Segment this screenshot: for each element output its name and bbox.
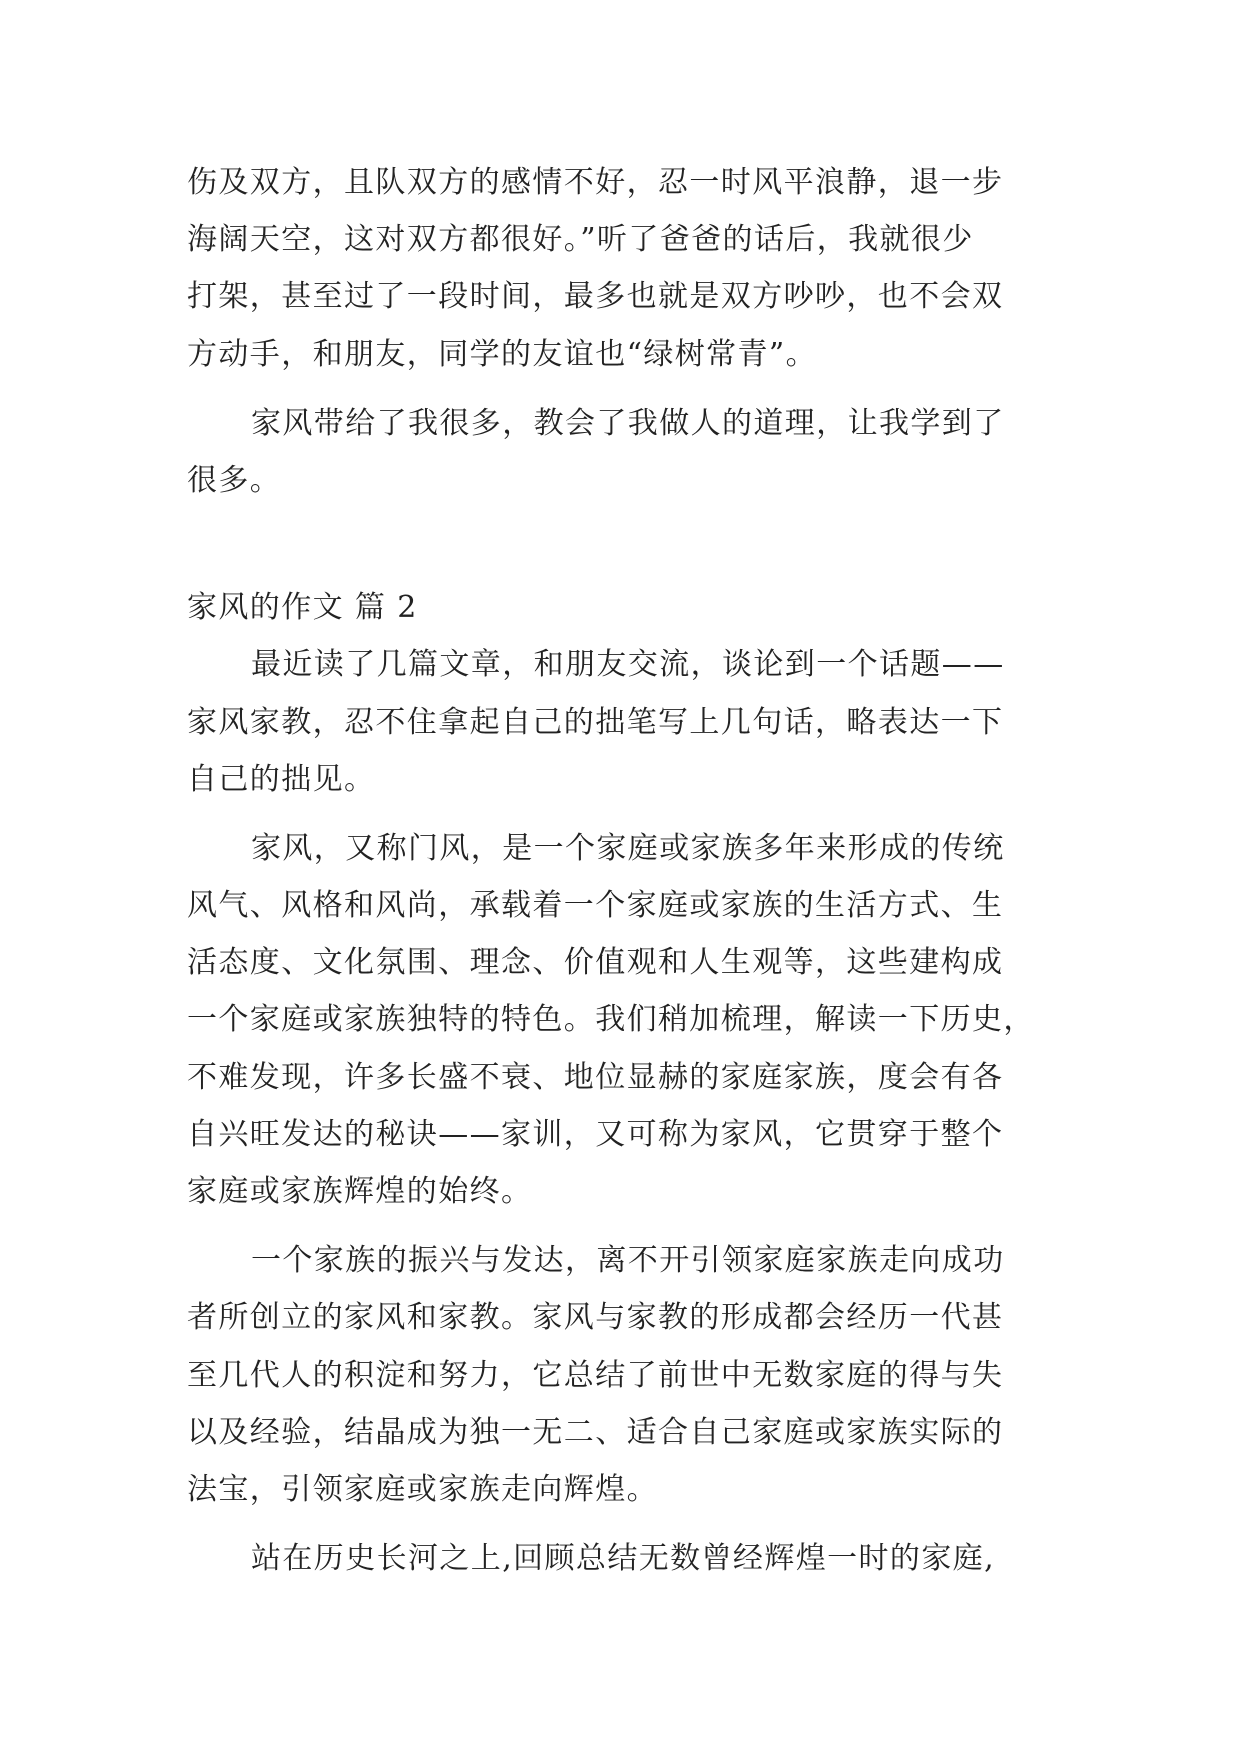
text-line: 风气、风格和风尚，承载着一个家庭或家族的生活方式、生 <box>187 888 1004 924</box>
text-line: 家风家教，忍不住拿起自己的拙笔写上几句话，略表达一下 <box>187 704 1004 740</box>
text-line: 很多。 <box>187 462 282 498</box>
text-line: 自己的拙见。 <box>187 761 376 797</box>
paragraph-1 <box>187 636 1049 808</box>
section-gap <box>187 509 1049 579</box>
text-line: 一个家族的振兴与发达，离不开引领家庭家族走向成功 <box>251 1243 1005 1279</box>
text-line: 法宝，引领家庭或家族走向辉煌。 <box>187 1471 658 1507</box>
text-line: 至几代人的积淀和努力，它总结了前世中无数家庭的得与失 <box>187 1357 1004 1393</box>
text-line: 家风，又称门风，是一个家庭或家族多年来形成的传统 <box>251 830 1005 866</box>
text-line: 海阔天空，这对双方都很好。”听了爸爸的话后，我就很少 <box>187 222 974 258</box>
text-line: 站在历史长河之上,回顾总结无数曾经辉煌一时的家庭, <box>251 1541 996 1577</box>
text-line: 打架，甚至过了一段时间，最多也就是双方吵吵，也不会双 <box>187 279 1004 315</box>
text-line: 者所创立的家风和家教。家风与家教的形成都会经历一代甚 <box>187 1300 1004 1336</box>
text-line: 伤及双方，且队双方的感情不好，忍一时风平浪静，退一步 <box>187 165 1004 200</box>
text-line: 方动手，和朋友，同学的友谊也“绿树常青”。 <box>187 336 818 372</box>
paragraph-gap <box>187 1518 1049 1530</box>
paragraph-4 <box>187 1530 1049 1587</box>
text-line: 以及经验，结晶成为独一无二、适合自己家庭或家族实际的 <box>187 1414 1004 1450</box>
paragraph-continued <box>187 154 1049 383</box>
text-line: 家风带给了我很多，教会了我做人的道理，让我学到了 <box>251 405 1005 441</box>
document-body <box>187 154 1049 1587</box>
text-line: 自兴旺发达的秘诀——家训，又可称为家风，它贯穿于整个 <box>187 1116 1004 1152</box>
paragraph-gap <box>187 808 1049 820</box>
paragraph-gap <box>187 1220 1049 1232</box>
text-line: 活态度、文化氛围、理念、价值观和人生观等，这些建构成 <box>187 945 1004 981</box>
paragraph-closing <box>187 395 1049 509</box>
section-title: 家风的作文 篇 2 <box>187 590 418 626</box>
paragraph-3 <box>187 1232 1049 1518</box>
text-line: 不难发现，许多长盛不衰、地位显赫的家庭家族，度会有各 <box>187 1059 1004 1095</box>
text-line: 最近读了几篇文章，和朋友交流，谈论到一个话题—— <box>251 647 1005 683</box>
text-line: 家庭或家族辉煌的始终。 <box>187 1174 533 1209</box>
paragraph-gap <box>187 383 1049 395</box>
paragraph-2 <box>187 820 1049 1220</box>
text-line: 一个家庭或家族独特的特色。我们稍加梳理，解读一下历史， <box>187 1002 1035 1038</box>
